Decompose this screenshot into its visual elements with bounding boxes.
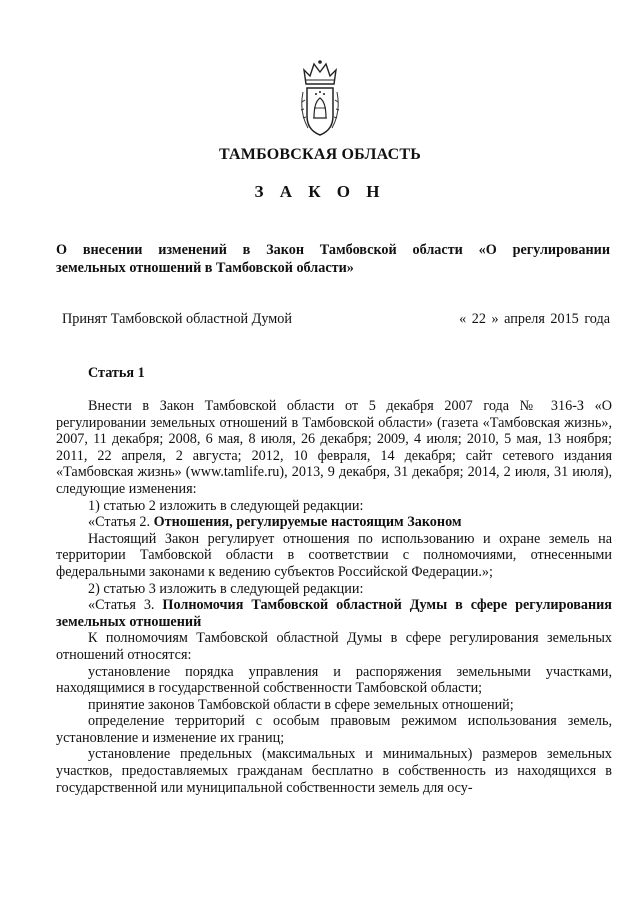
law-subject-heading	[56, 241, 610, 277]
document-type-title: З А К О Н	[254, 182, 386, 201]
article-3-text: К полномочиям Тамбовской областной Думы в сфере регулирования земельных отношений относятся:	[56, 630, 612, 663]
power-item-1: установление порядка управления и распоряжения земельными участками, находящимися в государственной собственности Тамбовской области;	[56, 663, 612, 697]
subject-line-2: земельных отношений в Тамбовской области»	[56, 260, 354, 276]
region-title: ТАМБОВСКАЯ ОБЛАСТЬ	[218, 146, 422, 163]
article-2-prefix: «Статья 2.	[88, 514, 154, 531]
article-1-intro: Внести в Закон Тамбовской области от 5 декабря 2007 года № 316-З «О регулировании земельных отношений в Тамбовской области» (газета «Тамбовская жизнь», 2007, 11 декабря; 2008, 6 мая, 8 июля, 26 декабря; 2009, 4 июля; 2010, 5 мая, 13 ноября; 2011, 22 апреля, 2 августа; 2012, 10 февраля, 14 декабря; сайт сетевого издания «Тамбовская жизнь» (www.tamlife.ru), 2013, 9 декабря, 31 декабря; 2014, 2 июля, 31 июля), следующие изменения:	[56, 398, 612, 497]
article-2-title: Отношения, регулируемые настоящим Законом	[153, 514, 462, 531]
article-3-heading	[56, 597, 612, 630]
article-2-text: Настоящий Закон регулирует отношения по использованию и охране земель на территории Тамбовской области в соответствии с полномочиями, отнесенными федеральными законами к ведению субъектов Российской Федерации.»;	[56, 530, 612, 580]
subject-line-1: О внесении изменений в Закон Тамбовской области «О регулировании	[56, 242, 610, 258]
power-item-4: установление предельных (максимальных и минимальных) размеров земельных участков, предоставляемых гражданам бесплатно в собственность из находящихся в государственной или муниципальной собственности земель для осу-	[56, 746, 612, 796]
article-2-heading	[56, 514, 612, 531]
adoption-line	[62, 311, 610, 328]
article-3-prefix: «Статья 3.	[88, 597, 163, 614]
tambov-coat-of-arms-icon	[298, 58, 342, 138]
power-item-2: принятие законов Тамбовской области в сфере земельных отношений;	[88, 696, 514, 713]
article-1-body	[56, 398, 612, 796]
power-item-3: определение территорий с особым правовым режимом использования земель, установление и изменение их границ;	[56, 713, 612, 746]
article-1-title: Статья 1	[88, 365, 145, 381]
amendment-item-1: 1) статью 2 изложить в следующей редакции:	[88, 497, 364, 514]
amendment-item-2: 2) статью 3 изложить в следующей редакции:	[88, 580, 364, 597]
adopted-by: Принят Тамбовской областной Думой	[62, 311, 292, 327]
article-3-title: Полномочия Тамбовской областной Думы в сфере регулирования земельных отношений	[56, 597, 612, 630]
adoption-date: « 22 » апреля 2015 года	[459, 311, 610, 327]
